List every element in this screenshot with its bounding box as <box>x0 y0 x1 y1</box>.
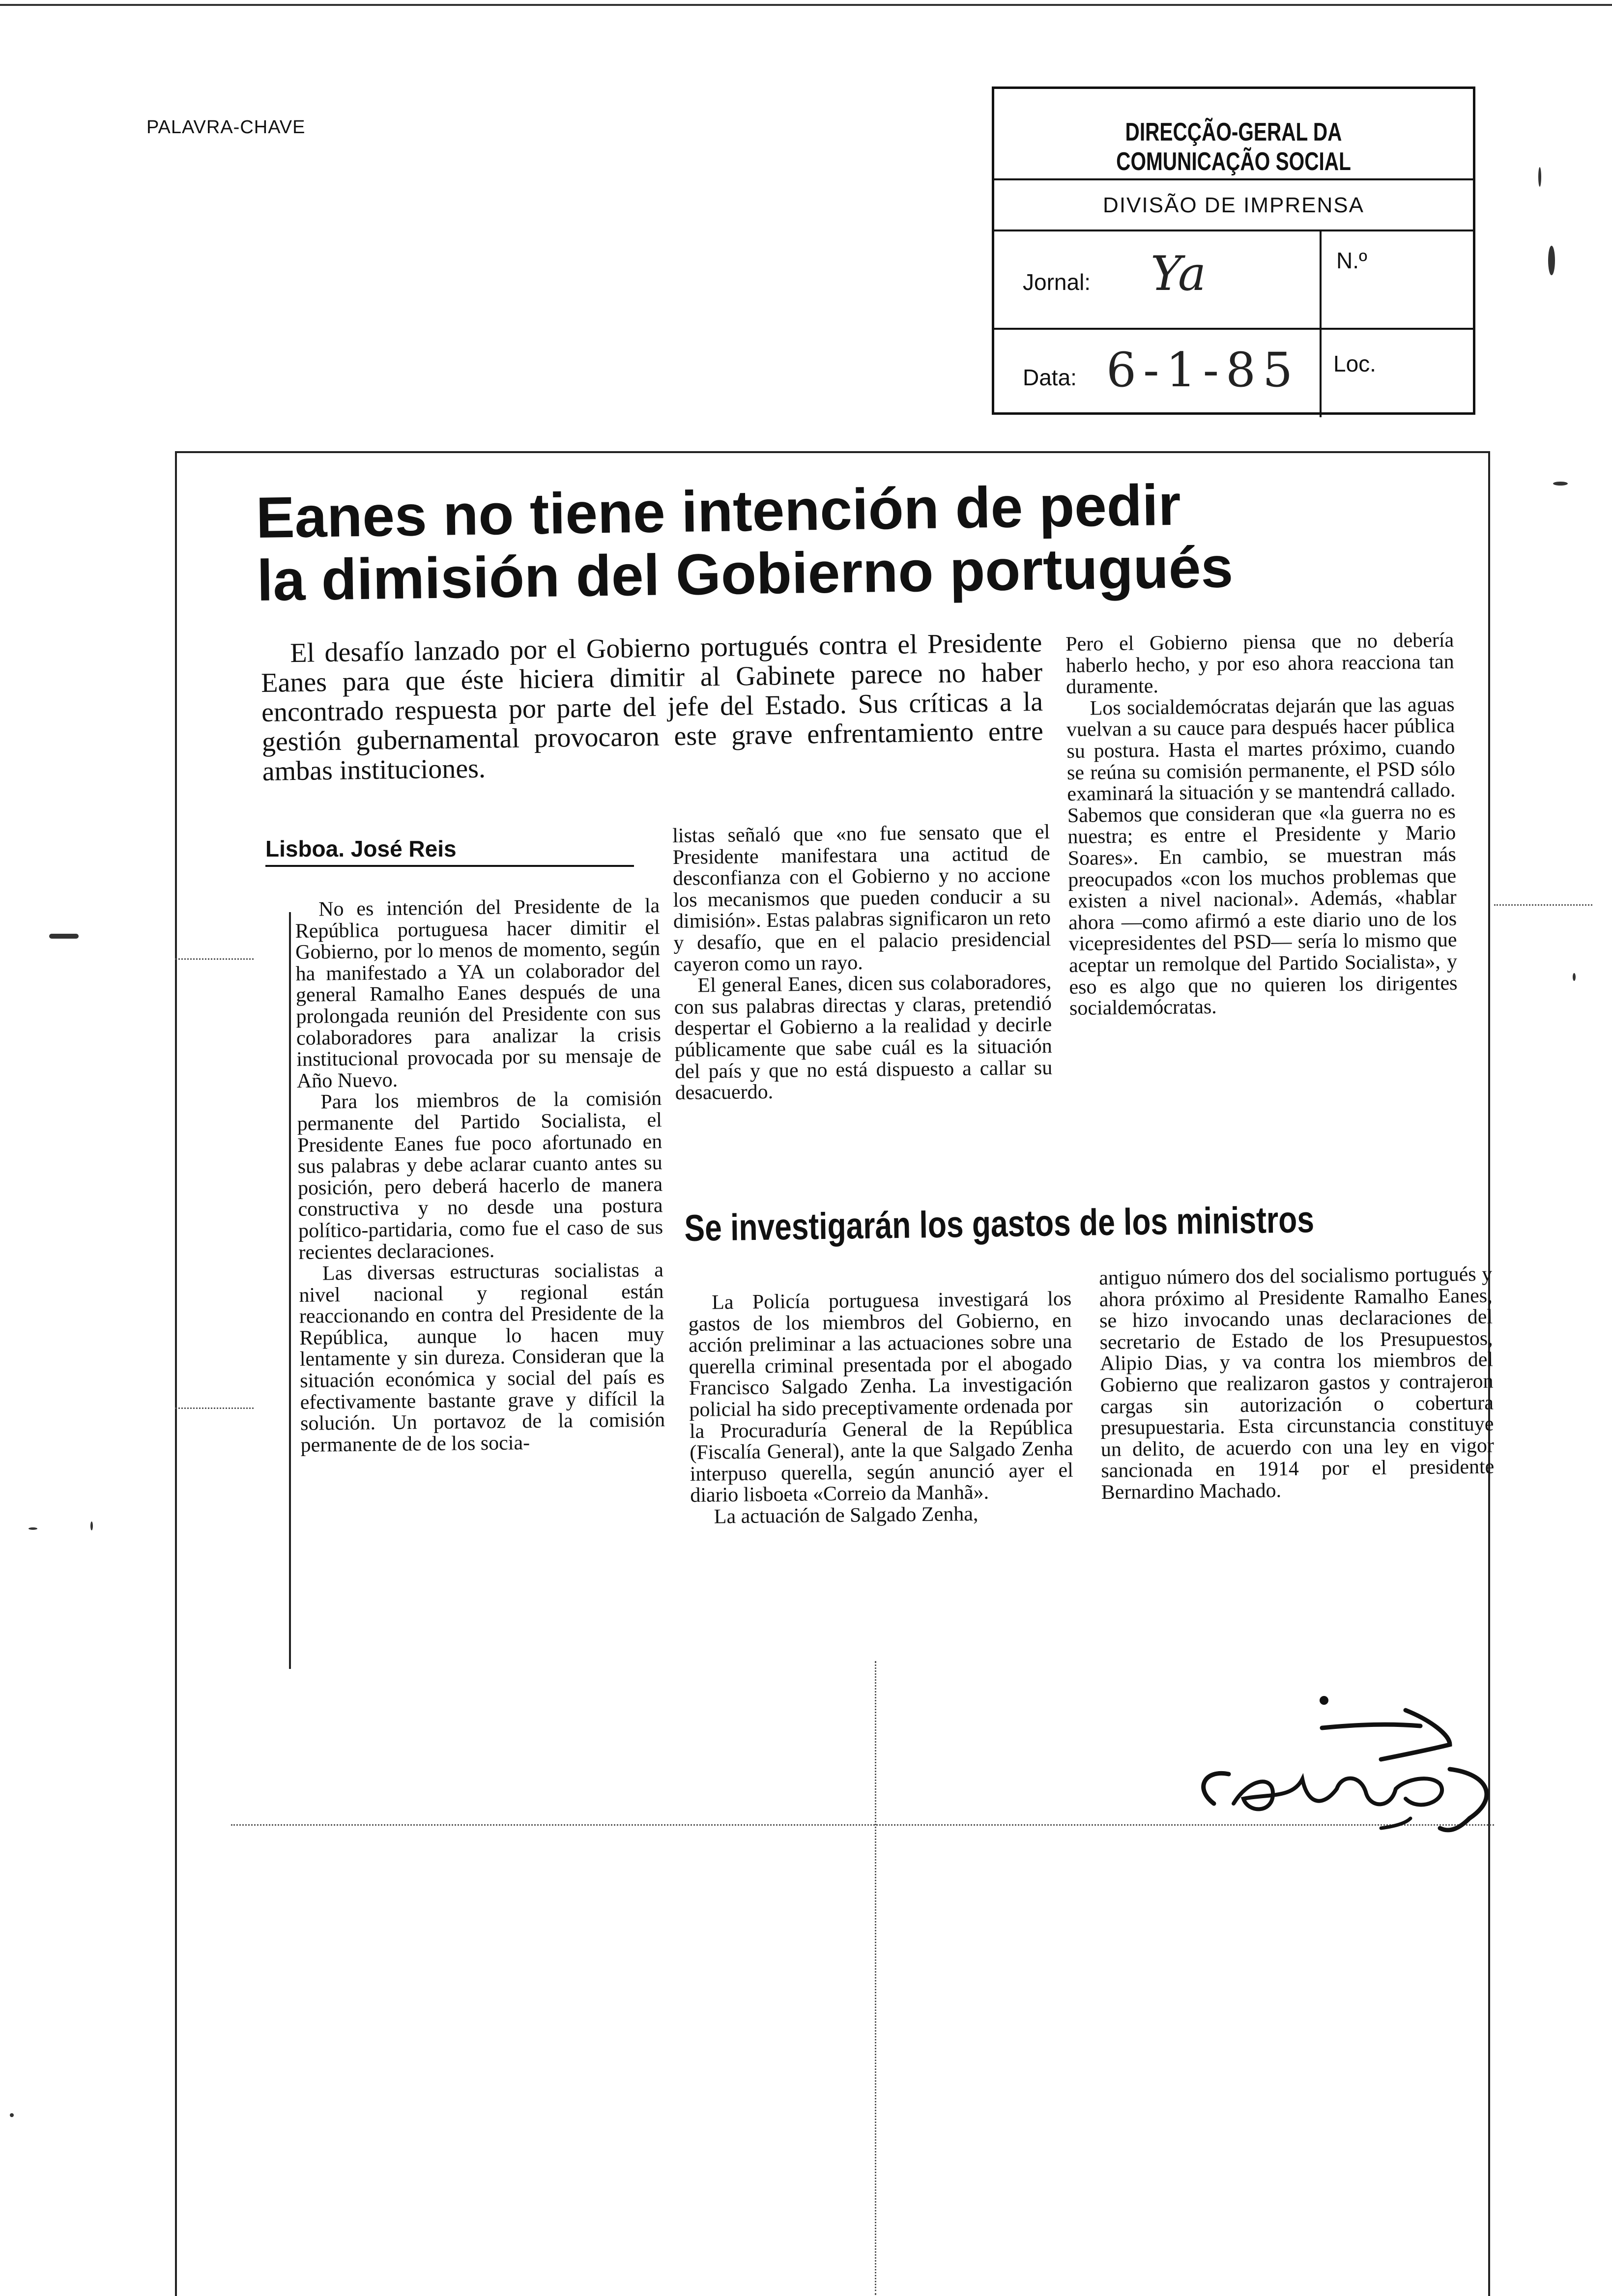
stamp-title-row <box>994 89 1473 180</box>
article-byline: Lisboa. José Reis <box>265 835 634 867</box>
keyword-label: PALAVRA-CHAVE <box>146 117 306 138</box>
top-border-rule <box>0 4 1612 6</box>
stamp-divider <box>1320 231 1322 417</box>
stamp-numero-label: N.º <box>1336 248 1367 273</box>
article-column-1 <box>295 895 665 1456</box>
paragraph: La Policía portuguesa investigará los gastos de los miembros del Gobierno, en acción preliminar a las actuaciones sobre una querella criminal presentada por el abogado Francisco Salgado Zenha. La investigación policial ha sido preceptivamente ordenada por la Procuraduría General de la República (Fiscalía General), ante la que Salgado Zenha interpuso querella, según anunció ayer el diario lisboeta «Correio da Manhã». <box>688 1287 1074 1507</box>
scan-mark <box>1538 167 1541 187</box>
stamp-loc-label: Loc. <box>1333 351 1376 376</box>
paragraph: Las diversas estructuras socialistas a nivel nacional y regional están reaccionando en contra del Presidente de la República, aunque lo hacen muy lentamente y sin dureza. Consideran que la situación económica y social del país es efectivamente bastante grave y difícil la solución. Un portavoz de la comisión permanente de de los socia- <box>299 1259 665 1457</box>
stamp-date-label: Data: <box>1023 365 1077 390</box>
stamp-date-row <box>994 330 1473 414</box>
scan-mark <box>1548 246 1555 275</box>
paragraph: Los socialdemócratas dejarán que las aguas vuelvan a su cauce para después hacer pública su postura. Hasta el martes próximo, cuando se reúna su comisión permanente, el PSD sólo examinará la situación y se mantendrá callado. Sabemos que consideran que «la guerra no es nuestra; es entre el Presidente y Mario Soares». En cambio, se muestran más preocupados «con los muchos problemas que existen a nivel nacional». Además, «hablar ahora —como afirmó a este diario uno de los vicepresidentes del PSD— sería lo mismo que aceptar un remolque del Partido Socialista», y eso es algo que no quieren los dirigentes socialdemócratas. <box>1066 693 1458 1020</box>
article-lead: El desafío lanzado por el Gobierno portugués contra el Presidente Eanes para que éste hiciera dimitir al Gabinete parece no haber encontrado respuesta por parte del jefe del Estado. Sus críticas a la gestión gubernamental provocaron este grave enfrentamiento entre ambas instituciones. <box>260 627 1044 787</box>
article-column-5 <box>1099 1264 1495 1504</box>
scan-mark <box>1553 482 1568 486</box>
cut-line <box>875 1661 876 2295</box>
article-headline <box>256 471 1387 612</box>
paragraph: El general Eanes, dicen sus colaboradores, con sus palabras directas y claras, pretendió despertar el Gobierno a la realidad y decirle públicamente que sabe cuál es la situación del país y que no está dispuesto a callar su desacuerdo. <box>674 971 1053 1105</box>
paragraph: La actuación de Salgado Zenha, <box>714 1502 979 1528</box>
cut-line <box>1494 904 1592 906</box>
stamp-title: DIRECÇÃO-GERAL DA COMUNICAÇÃO SOCIAL <box>1116 118 1351 176</box>
scan-mark <box>29 1527 37 1530</box>
cut-line <box>175 1407 254 1409</box>
paragraph: No es intención del Presidente de la República portuguesa hacer dimitir el Gobierno, por lo menos de momento, según ha manifestado a YA un colaborador del general Ramalho Eanes después de una prolongada reunión del Presidente con sus colaboradores para analizar la crisis institucional provocada por su mensaje de Año Nuevo. <box>295 894 662 1092</box>
headline-line-1: Eanes no tiene intención de pedir <box>255 472 1181 550</box>
handwritten-signature <box>1175 1681 1538 1848</box>
paragraph: listas señaló que «no fue sensato que el Presidente manifestara una actitud de desconfianza con el Gobierno y no accione los mecanismos que pueden conducir a su dimisión». Estas palabras significaron un reto y desafío, que en el palacio presidencial cayeron como un rayo. <box>672 820 1051 976</box>
scan-mark <box>90 1521 93 1530</box>
article-column-3 <box>1065 630 1458 1020</box>
article-column-4 <box>688 1289 1074 1528</box>
stamp-date-value: 6-1-85 <box>1106 343 1300 398</box>
stamp-jornal-value: Ya <box>1151 246 1207 301</box>
cut-line <box>175 958 254 960</box>
stamp-jornal-row <box>994 231 1473 330</box>
archive-stamp <box>992 86 1475 415</box>
scan-mark <box>49 934 79 939</box>
scan-mark <box>10 2113 14 2117</box>
scan-mark <box>1573 973 1576 981</box>
article-column-2 <box>672 822 1053 1104</box>
stamp-division: DIVISÃO DE IMPRENSA <box>1103 193 1364 217</box>
column-rule <box>289 912 291 1669</box>
article-subhead: Se investigarán los gastos de los ministros <box>684 1199 1315 1249</box>
paragraph: antiguo número dos del socialismo portugués y ahora próximo al Presidente Ramalho Eanes, se hizo invocando unas declaraciones del secretario de Estado de los Presupuestos, Alipio Dias, y va contra los miembros del Gobierno que realizaron gastos y contrajeron cargas sin autorización o cobertura presupuestaria. Esta circunstancia constituye un delito, de acuerdo con una ley en vigor sancionada en 1914 por el presidente Bernardino Machado. <box>1098 1263 1495 1504</box>
stamp-jornal-label: Jornal: <box>1023 269 1091 295</box>
paragraph: Para los miembros de la comisión permanente del Partido Socialista, el Presidente Eanes fue poco afortunado en sus palabras y debe aclarar cuanto antes su posición, pero deberá hacerlo de manera constructiva y no desde una postura político-partidaria, como fue el caso de sus recientes declaraciones. <box>297 1087 663 1264</box>
stamp-division-row <box>994 180 1473 231</box>
headline-line-2: la dimisión del Gobierno portugués <box>256 535 1234 613</box>
paragraph: Pero el Gobierno piensa que no debería haberlo hecho, y por eso ahora reacciona tan duramente. <box>1065 629 1454 699</box>
